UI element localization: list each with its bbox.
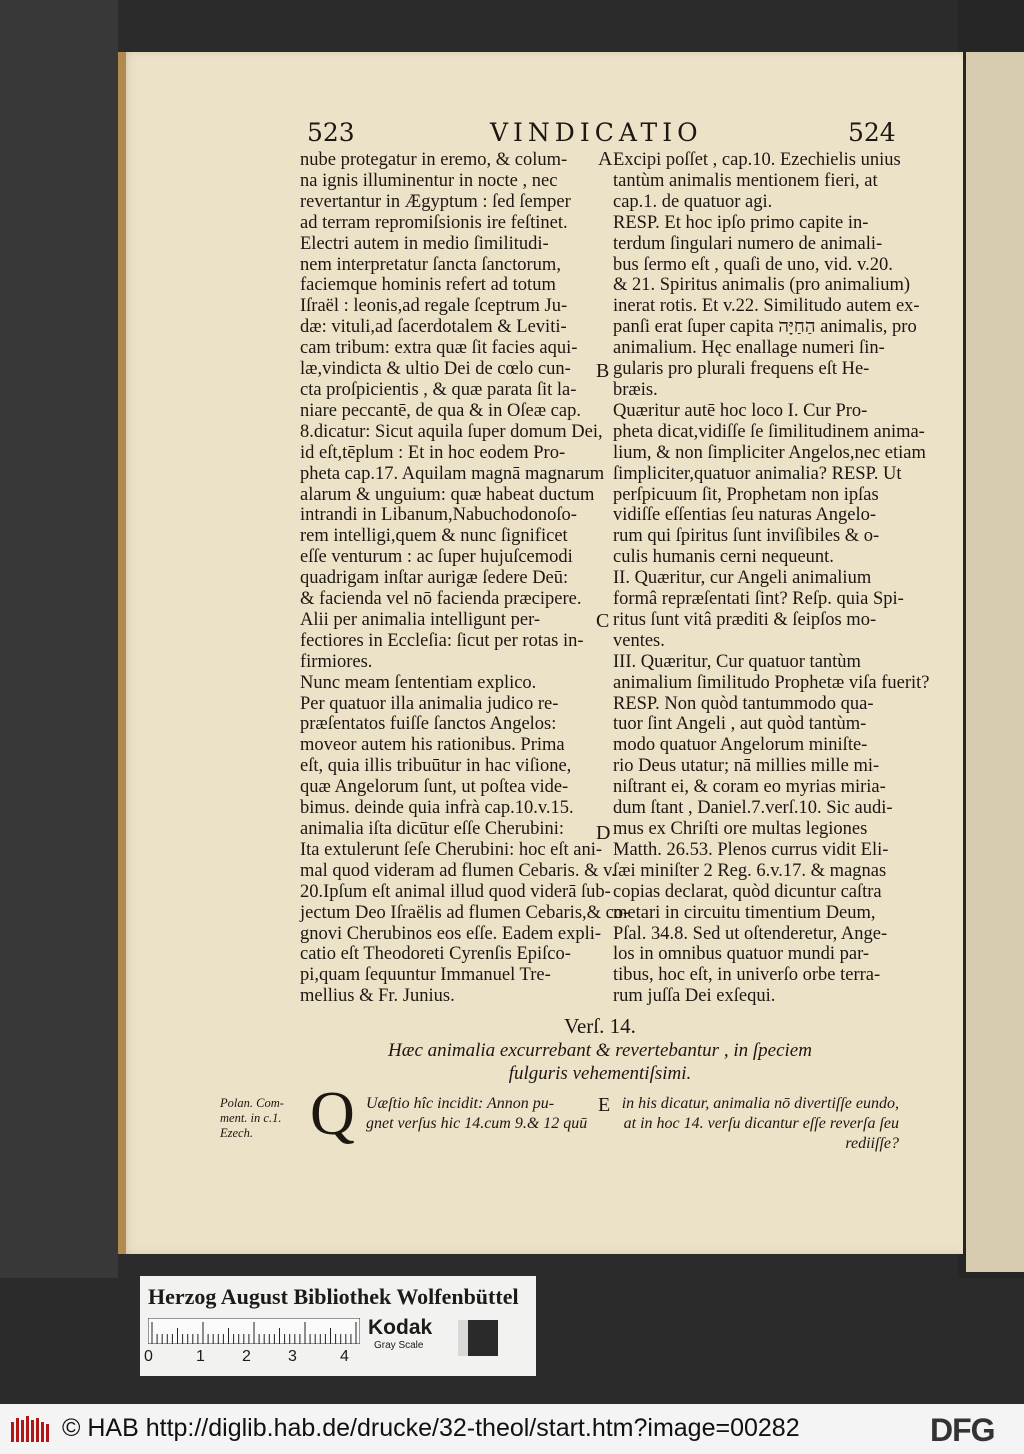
margin-note-line: Polan. Com- [220,1096,284,1110]
right-column-line: bus ſermo eſt , quaſi de uno, vid. v.20. [613,254,893,275]
bottom-right-line: rediiſſe? [845,1135,899,1152]
left-column-line: faciemque hominis refert ad totum [300,275,556,296]
page-number-left: 523 [307,118,355,147]
left-column-line: quadrigam inſtar aurigæ ſedere Deū: [300,568,569,589]
right-column-line: los in omnibus quatuor mundi par- [613,944,870,965]
left-column-line: nube protegatur in eremo, & colum- [300,150,568,170]
left-column-line: cta proſpicientis , & quæ parata ſit la- [300,379,577,400]
bottom-right-line: in his dicatur, animalia nō divertiſſe eundo, [621,1095,899,1112]
right-column-line: copias declarat, quòd dicuntur caſtra [613,881,882,902]
left-column-line: & facienda vel nō facienda præcipere. [300,589,582,610]
right-column-line: terdum ſingulari numero de animali- [613,233,883,254]
margin-note-line: Ezech. [220,1126,253,1140]
right-column-line: perſpicuum ſit, Prophetam non ipſas [613,484,879,505]
kodak-logo: Kodak [368,1316,433,1339]
left-column-line: ad terram repromiſsionis ire feſtinet. [300,212,568,233]
left-column-line: pi,quam ſequuntur Immanuel Tre- [300,965,551,986]
facing-page-edge [966,52,1024,1272]
library-color-card [140,1276,536,1376]
left-column-line: bimus. deinde quia infrà cap.10.v.15. [300,798,574,819]
left-column-line: mal quod videram ad flumen Cebaris. & v. [300,860,616,881]
left-column-line: cam tribum: extra quæ ſit facies aqui- [300,338,578,359]
left-column-line: pheta cap.17. Aquilam magnā magnarum [300,463,605,484]
left-column-line: moveor autem his rationibus. Prima [300,735,565,756]
right-column-line: inerat rotis. Et v.22. Similitudo autem ex- [613,296,920,317]
right-column-line: gularis pro plurali frequens eſt He- [613,359,870,380]
scale-ruler [148,1318,360,1344]
margin-marker-c: C [596,610,610,632]
right-column-line: animalium. Hęc enallage numeri ſin- [613,338,885,359]
right-column-line: modo quatuor Angelorum miniſte- [613,735,868,756]
ruler-label: 3 [288,1348,297,1365]
drop-cap: Q [310,1080,355,1148]
ruler-label: 4 [340,1348,349,1365]
ruler-label: 1 [196,1348,205,1365]
verse-text-line-1: Hæc animalia excurrebant & revertebantur , in ſpeciem [388,1040,812,1061]
gray-scale-label: Gray Scale [374,1340,424,1351]
left-column-line: læ,vindicta & ultio Dei de cœlo cun- [300,359,571,380]
margin-marker-a: A [598,148,613,170]
margin-marker-e: E [598,1094,611,1116]
scan-background-left [0,0,118,1278]
left-column-line: dæ: vituli,ad ſacerdotalem & Leviti- [300,317,567,338]
bottom-left-text [366,1094,587,1134]
right-column-line: rum qui ſpiritus ſunt inviſibiles & o- [613,526,880,547]
gray-scale-swatch [458,1320,498,1356]
left-column-line: id eſt,tēplum : Et in hoc eodem Pro- [300,442,566,463]
left-column-line: eſſe venturum : ac ſuper hujuſcemodi [300,547,573,568]
right-column-line: RESP. Non quòd tantummodo qua- [613,693,874,714]
left-column-line: 20.Ipſum eſt animal illud quod viderā ſub- [300,881,611,902]
verse-text-line-2: fulguris vehementiſsimi. [508,1063,692,1084]
left-column-line: na ignis illuminentur in nocte , nec [300,170,558,191]
copyright-url: © HAB http://diglib.hab.de/drucke/32-theol/start.htm?image=00282 [62,1414,800,1442]
ruler-label: 2 [242,1348,251,1365]
left-column-line: animalia iſta dicūtur eſſe Cherubini: [300,819,565,839]
right-column-line: II. Quæritur, cur Angeli animalium [613,568,872,589]
right-column-line: ventes. [613,630,665,651]
verse-heading: Verſ. 14. [564,1014,636,1038]
left-column-line: alarum & unguium: quæ habeat ductum [300,484,595,505]
right-column-line: niſtrant ei, & coram eo myrias miria- [613,777,886,798]
bottom-right-text [615,1094,899,1154]
right-column-line: animalium ſimilitudo Prophetæ viſa fuerit? [613,672,930,693]
right-column-line: tuor ſint Angeli , aut quòd tantùm- [613,714,867,735]
left-column-line: catio eſt Theodoreti Cyrenſis Epiſco- [300,944,571,965]
margin-marker-b: B [596,360,610,382]
left-column-line: præſentatos fuiſſe ſanctos Angelos: [300,714,557,735]
right-column-line: III. Quæritur, Cur quatuor tantùm [613,651,861,672]
left-column-line: 8.dicatur: Sicut aquila ſuper domum Dei, [300,421,603,442]
right-column-line: cap.1. de quatuor agi. [613,191,773,212]
left-column-line: gnovi Cherubinos eos eſſe. Eadem expli- [300,923,602,944]
right-column-line: formâ repræſentati ſint? Reſp. quia Spi- [613,589,904,610]
left-column [300,150,630,1007]
margin-note-line: ment. in c.1. [220,1111,282,1125]
bottom-left-line: gnet verſus hic 14.cum 9.& 12 quū [366,1115,588,1132]
right-column-line: RESP. Et hoc ipſo primo capite in- [613,212,869,233]
bottom-left-line: Uæſtio hîc incidit: Annon pu- [366,1095,555,1112]
right-column-line: dum ſtant , Daniel.7.verſ.10. Sic audi- [613,798,893,819]
right-column-line: ſæi miniſter 2 Reg. 6.v.17. & magnas [613,860,887,881]
right-column-line: rio Deus utatur; nā millies mille mi- [613,756,880,777]
left-column-line: Per quatuor illa animalia judico re- [300,693,559,714]
left-column-line: Alii per animalia intelligunt per- [300,609,541,630]
left-column-line: niare peccantē, de qua & in Oſeæ cap. [300,400,581,421]
footer-bar [0,1404,1024,1454]
right-column-line: rum juſſa Dei exſequi. [613,986,776,1007]
running-title: VINDICATIO [490,118,703,147]
right-column [613,150,930,1007]
hab-logo-icon [10,1414,50,1446]
right-column-line: metari in circuitu timentium Deum, [613,902,876,923]
left-column-line: Iſraël : leonis,ad regale ſceptrum Ju- [300,296,568,317]
right-column-line: Excipi poſſet , cap.10. Ezechielis unius [613,150,901,170]
left-column-line: eſt, quia illis tribuūtur in hac viſione, [300,756,572,777]
right-column-line: panſi erat ſuper capita הַחַיָּה animalis, pro [613,317,917,338]
left-column-line: rem intelligi,quem & nunc ſignificet [300,526,568,547]
right-column-line: tibus, hoc eſt, in univerſo orbe terra- [613,965,881,986]
right-column-line: bræis. [613,379,658,400]
left-column-line: jectum Deo Iſraëlis ad flumen Cebaris,& co- [300,902,630,923]
right-column-line: mus ex Chriſti ore multas legiones [613,819,868,839]
margin-marker-d: D [596,822,611,844]
right-column-line: Matth. 26.53. Plenos currus vidit Eli- [613,839,889,860]
left-column-line: Electri autem in medio ſimilitudi- [300,233,549,254]
right-column-line: Quæritur autē hoc loco I. Cur Pro- [613,400,868,421]
right-column-line: & 21. Spiritus animalis (pro animalium) [613,275,910,296]
right-column-line: ſimpliciter,quatuor animalia? RESP. Ut [613,463,902,484]
right-column-line: lium, & non ſimpliciter Angelos,nec etiam [613,442,926,463]
right-column-line: pheta dicat,vidiſſe ſe ſimilitudinem anima- [613,421,925,442]
right-column-line: tantùm animalis mentionem fieri, at [613,170,878,191]
margin-note [220,1096,284,1141]
left-column-line: Ita extulerunt ſeſe Cherubini: hoc eſt ani- [300,839,603,860]
left-column-line: Nunc meam ſententiam explico. [300,672,537,693]
dfg-logo: DFG [930,1412,995,1448]
left-column-line: quæ Angelorum ſunt, ut poſtea vide- [300,777,569,798]
right-column-line: Pſal. 34.8. Sed ut oſtenderetur, Ange- [613,923,888,944]
ruler-label: 0 [144,1348,153,1365]
bottom-right-line: at in hoc 14. verſu dicantur eſſe reverſa ſeu [623,1115,899,1132]
right-column-line: culis humanis cerni nequeunt. [613,547,834,568]
left-column-line: mellius & Fr. Junius. [300,986,455,1007]
right-column-line: vidiſſe eſſentias ſeu naturas Angelo- [613,505,877,526]
left-column-line: intrandi in Libanum,Nabuchodonoſo- [300,505,577,526]
page-number-right: 524 [848,118,896,147]
left-column-line: revertantur in Ægyptum : ſed ſemper [300,191,571,212]
left-column-line: firmiores. [300,651,373,672]
library-name: Herzog August Bibliothek Wolfenbüttel [148,1284,519,1309]
left-column-line: nem interpretatur ſancta ſanctorum, [300,254,561,275]
right-column-line: ritus ſunt vitâ præditi & ſeipſos mo- [613,609,877,630]
page-binding-edge [118,52,126,1254]
left-column-line: fectiores in Eccleſia: ſicut per rotas in- [300,630,584,651]
